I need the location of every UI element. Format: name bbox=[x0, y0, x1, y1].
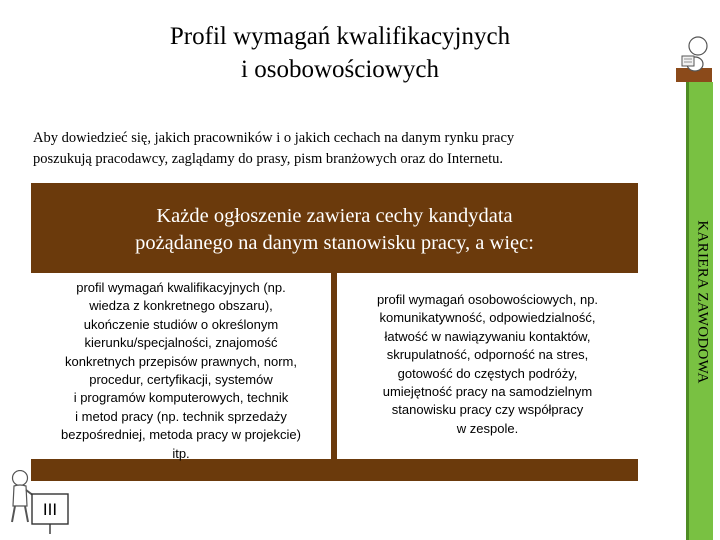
qualification-requirements-box bbox=[31, 273, 331, 459]
personality-line: profil wymagań osobowościowych, np. bbox=[376, 292, 599, 307]
personality-line: gotowość do częstych podróży, bbox=[397, 365, 578, 381]
qualification-line: bezpośredniej, metoda pracy w projekcie) bbox=[61, 427, 301, 443]
qualification-line: procedur, certyfikacji, systemów bbox=[89, 372, 273, 388]
title-line-2: i osobowościowych bbox=[241, 56, 439, 83]
personality-line: stanowisku pracy czy współpracy bbox=[391, 402, 584, 418]
panel-heading bbox=[31, 203, 638, 257]
page-title bbox=[60, 20, 620, 86]
title-line-1: Profil wymagań kwalifikacyjnych bbox=[169, 23, 511, 50]
qualification-line: konkretnych przepisów prawnych, norm, bbox=[65, 353, 297, 369]
personality-line: skrupulatność, odporność na stres, bbox=[386, 347, 589, 363]
qualification-line: ukończenie studiów o określonym bbox=[83, 316, 279, 332]
qualification-line: wiedza z konkretnego obszaru), bbox=[89, 298, 273, 314]
requirements-panel bbox=[31, 183, 638, 481]
intro-line-1: Aby dowiedzieć się, jakich pracowników i o jakich cechach na danym rynku pracy bbox=[33, 130, 515, 146]
qualification-line: profil wymagań kwalifikacyjnych (np. bbox=[76, 280, 286, 295]
personality-requirements-box bbox=[337, 273, 638, 459]
personality-line: łatwość w nawiązywaniu kontaktów, bbox=[384, 328, 591, 344]
personality-line: umiejętność pracy na samodzielnym bbox=[382, 384, 593, 400]
sidebar-label: KARIERA ZAWODOWA bbox=[694, 220, 711, 384]
figure-with-board-icon bbox=[6, 470, 72, 536]
board-label: III bbox=[42, 500, 58, 519]
intro-text bbox=[33, 128, 673, 170]
qualification-line: i metod pracy (np. technik sprzedaży bbox=[75, 408, 287, 424]
personality-line: komunikatywność, odpowiedzialność, bbox=[379, 310, 596, 326]
qualification-line: i programów komputerowych, technik bbox=[73, 390, 289, 406]
panel-heading-line-1: Każde ogłoszenie zawiera cechy kandydata bbox=[156, 205, 513, 227]
qualification-line: kierunku/specjalności, znajomość bbox=[84, 335, 278, 351]
sidebar-banner bbox=[686, 82, 713, 540]
personality-line: w zespole. bbox=[456, 420, 519, 436]
qualification-line: itp. bbox=[172, 445, 190, 461]
panel-heading-line-2: pożądanego na danym stanowisku pracy, a więc: bbox=[135, 232, 534, 254]
intro-line-2: poszukują pracodawcy, zaglądamy do prasy, pism branżowych oraz do Internetu. bbox=[33, 151, 504, 167]
